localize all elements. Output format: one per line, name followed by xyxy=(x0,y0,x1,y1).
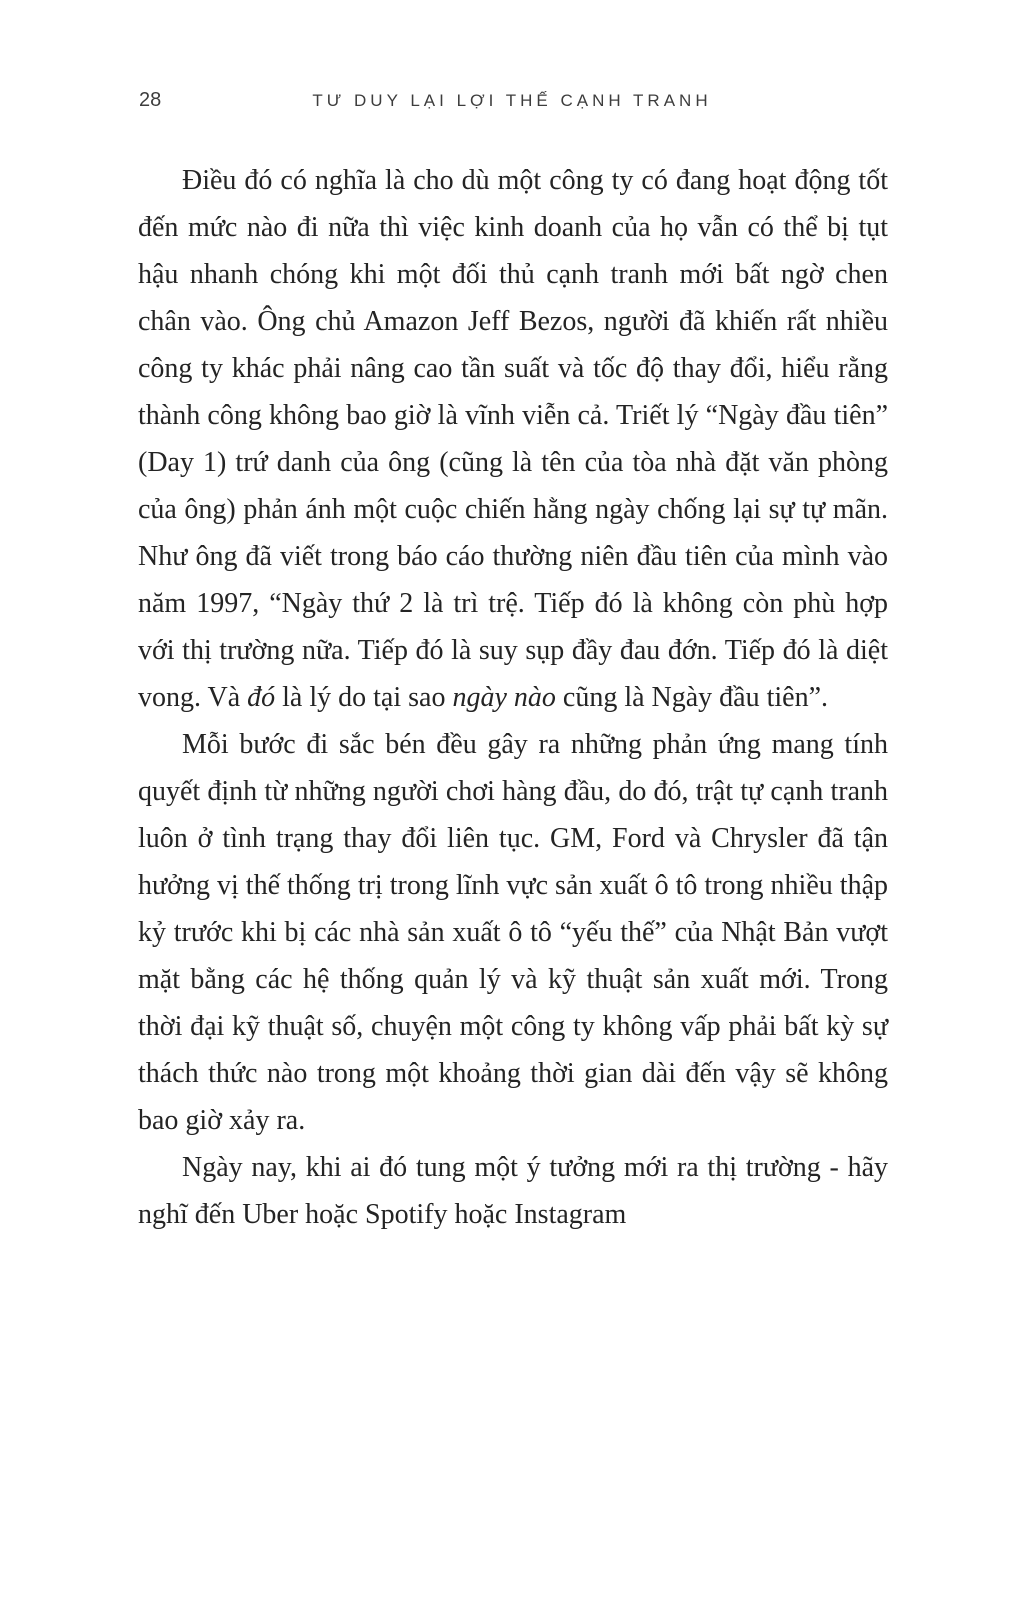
italic-text: ngày nào xyxy=(452,682,556,713)
paragraph-text: Điều đó có nghĩa là cho dù một công ty có đang hoạt động tốt đến mức nào đi nữa thì việc kinh doanh của họ vẫn có thể bị tụt hậu nhanh chóng khi một đối thủ cạnh tranh mới bất ngờ chen chân vào. Ông chủ Amazon Jeff Bezos, người đã khiến rất nhiều công ty khác phải nâng cao tần suất và tốc độ thay đổi, hiểu rằng thành công không bao giờ là vĩnh viễn cả. Triết lý “Ngày đầu tiên” (Day 1) trứ danh của ông (cũng là tên của tòa nhà đặt văn phòng của ông) phản ánh một cuộc chiến hằng ngày chống lại sự tự mãn. Như ông đã viết trong báo cáo thường niên đầu tiên của mình vào năm 1997, “Ngày thứ 2 là trì trệ. Tiếp đó là không còn phù hợp với thị trường nữa. Tiếp đó là suy sụp đầy đau đớn. Tiếp đó là diệt vong. Và xyxy=(138,165,888,713)
italic-text: đó xyxy=(247,682,276,713)
paragraph-text: là lý do tại sao xyxy=(275,682,453,713)
paragraph-text: cũng là Ngày đầu tiên”. xyxy=(555,682,829,713)
page-number: 28 xyxy=(139,89,162,111)
paragraph: Mỗi bước đi sắc bén đều gây ra những phản ứng mang tính quyết định từ những người chơi hàng đầu, do đó, trật tự cạnh tranh luôn ở tình trạng thay đổi liên tục. GM, Ford và Chrysler đã tận hưởng vị thế thống trị trong lĩnh vực sản xuất ô tô trong nhiều thập kỷ trước khi bị các nhà sản xuất ô tô “yếu thế” của Nhật Bản vượt mặt bằng các hệ thống quản lý và kỹ thuật sản xuất mới. Trong thời đại kỹ thuật số, chuyện một công ty không vấp phải bất kỳ sự thách thức nào trong một khoảng thời gian dài đến vậy sẽ không bao giờ xảy ra. xyxy=(138,729,888,1136)
page-body xyxy=(138,157,888,1238)
running-title: TƯ DUY LẠI LỢI THẾ CẠNH TRANH xyxy=(312,91,712,110)
paragraph: Ngày nay, khi ai đó tung một ý tưởng mới ra thị trường - hãy nghĩ đến Uber hoặc Spotify hoặc Instagram xyxy=(138,1152,888,1230)
paragraph xyxy=(138,157,888,721)
